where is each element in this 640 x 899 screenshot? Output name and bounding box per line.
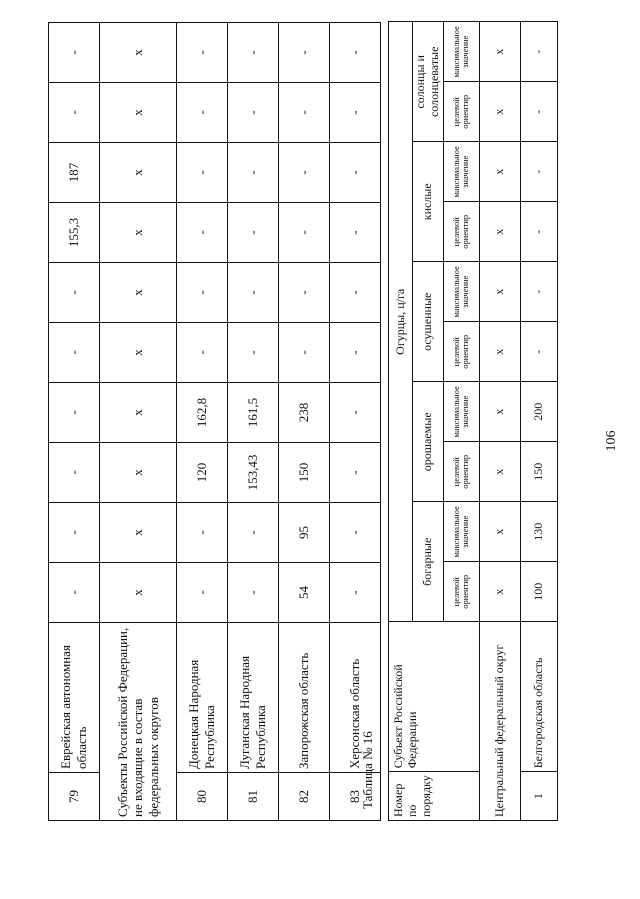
- subject-name-cell: Херсонская область: [330, 623, 381, 773]
- value-cell: -: [228, 23, 279, 83]
- table-row: [479, 22, 520, 821]
- page-number: 106: [604, 430, 619, 452]
- value-cell: -: [279, 23, 330, 83]
- value-cell: 54: [279, 563, 330, 623]
- value-cell: х: [479, 502, 520, 562]
- value-cell: -: [228, 143, 279, 203]
- bottom-table-body: [479, 22, 557, 821]
- subheader-cell: целевой ориентир: [443, 82, 479, 142]
- value-cell: 100: [520, 562, 557, 622]
- table-row: [49, 23, 100, 821]
- value-cell: -: [520, 142, 557, 202]
- value-cell: -: [49, 383, 100, 443]
- value-cell: -: [330, 203, 381, 263]
- value-cell: 150: [520, 442, 557, 502]
- subheader-cell: максимальное значение: [443, 502, 479, 562]
- group-header: богарные: [413, 502, 444, 622]
- value-cell: х: [100, 563, 177, 623]
- value-cell: 162,8: [177, 383, 228, 443]
- row-number-cell: 79: [49, 773, 100, 821]
- value-cell: -: [279, 263, 330, 323]
- value-cell: -: [177, 503, 228, 563]
- value-cell: -: [177, 23, 228, 83]
- value-cell: -: [177, 563, 228, 623]
- value-cell: -: [279, 323, 330, 383]
- value-cell: х: [479, 562, 520, 622]
- value-cell: -: [228, 323, 279, 383]
- bottom-table-head: [389, 22, 480, 821]
- value-cell: -: [279, 143, 330, 203]
- value-cell: 155,3: [49, 203, 100, 263]
- value-cell: х: [479, 82, 520, 142]
- table-caption: Таблица № 16: [360, 731, 375, 809]
- value-cell: -: [177, 263, 228, 323]
- value-cell: х: [100, 23, 177, 83]
- value-cell: -: [49, 503, 100, 563]
- value-cell: -: [49, 23, 100, 83]
- value-cell: -: [520, 322, 557, 382]
- value-cell: -: [330, 503, 381, 563]
- header-crop: Огурцы, ц/га: [389, 22, 413, 622]
- subheader-cell: целевой ориентир: [443, 322, 479, 382]
- subheader-cell: максимальное значение: [443, 142, 479, 202]
- value-cell: х: [100, 443, 177, 503]
- subheader-cell: целевой ориентир: [443, 442, 479, 502]
- value-cell: х: [100, 383, 177, 443]
- header-number: Номер по порядку: [389, 772, 480, 821]
- value-cell: 130: [520, 502, 557, 562]
- value-cell: х: [100, 323, 177, 383]
- value-cell: х: [100, 503, 177, 563]
- value-cell: -: [177, 83, 228, 143]
- row-number-cell: 82: [279, 773, 330, 821]
- value-cell: -: [279, 203, 330, 263]
- subheader-cell: максимальное значение: [443, 382, 479, 442]
- value-cell: 238: [279, 383, 330, 443]
- value-cell: 161,5: [228, 383, 279, 443]
- value-cell: 150: [279, 443, 330, 503]
- value-cell: х: [479, 22, 520, 82]
- value-cell: х: [100, 83, 177, 143]
- value-cell: х: [479, 322, 520, 382]
- table-row: [228, 23, 279, 821]
- table-row: [520, 22, 557, 821]
- value-cell: 187: [49, 143, 100, 203]
- value-cell: 153,43: [228, 443, 279, 503]
- subheader-cell: максимальное значение: [443, 22, 479, 82]
- value-cell: х: [479, 442, 520, 502]
- value-cell: -: [177, 143, 228, 203]
- row-number-cell: 83: [330, 773, 381, 821]
- value-cell: -: [228, 503, 279, 563]
- subheader-cell: максимальное значение: [443, 262, 479, 322]
- subject-name-cell: Луганская Народная Республика: [228, 623, 279, 773]
- header-subject: Субъект Российской Федерации: [389, 622, 480, 772]
- value-cell: -: [330, 563, 381, 623]
- top-table-body: [49, 23, 381, 821]
- value-cell: -: [49, 443, 100, 503]
- subject-name-cell: Запорожская область: [279, 623, 330, 773]
- bottom-table: [388, 21, 558, 821]
- value-cell: -: [520, 262, 557, 322]
- value-cell: -: [330, 83, 381, 143]
- value-cell: х: [100, 203, 177, 263]
- table-row: [279, 23, 330, 821]
- value-cell: х: [479, 382, 520, 442]
- row-number-cell: 80: [177, 773, 228, 821]
- value-cell: -: [49, 263, 100, 323]
- value-cell: х: [100, 263, 177, 323]
- subject-name-cell: Еврейская автономная область: [49, 623, 100, 773]
- group-header: осушенные: [413, 262, 444, 382]
- value-cell: -: [49, 563, 100, 623]
- value-cell: х: [100, 143, 177, 203]
- value-cell: -: [330, 323, 381, 383]
- table-row: [330, 23, 381, 821]
- row-number-cell: 1: [520, 772, 557, 821]
- value-cell: -: [279, 83, 330, 143]
- value-cell: х: [479, 202, 520, 262]
- group-header: орошаемые: [413, 382, 444, 502]
- value-cell: 120: [177, 443, 228, 503]
- value-cell: 95: [279, 503, 330, 563]
- top-table: [48, 22, 381, 821]
- value-cell: -: [177, 323, 228, 383]
- value-cell: -: [177, 203, 228, 263]
- value-cell: х: [479, 142, 520, 202]
- value-cell: 200: [520, 382, 557, 442]
- value-cell: -: [520, 202, 557, 262]
- group-header: кислые: [413, 142, 444, 262]
- row-number-cell: 81: [228, 773, 279, 821]
- value-cell: -: [330, 143, 381, 203]
- value-cell: -: [330, 383, 381, 443]
- subheader-cell: целевой ориентир: [443, 562, 479, 622]
- value-cell: -: [330, 443, 381, 503]
- value-cell: -: [49, 323, 100, 383]
- subject-name-cell: Донецкая Народная Республика: [177, 623, 228, 773]
- table-row: [177, 23, 228, 821]
- value-cell: х: [479, 262, 520, 322]
- value-cell: -: [520, 82, 557, 142]
- subject-name-cell: Белгородская область: [520, 622, 557, 772]
- subject-name-cell: Субъекты Российской Федерации, не входящие в состав федеральных округов: [100, 623, 177, 821]
- subject-name-cell: Центральный федеральный округ: [479, 622, 520, 821]
- value-cell: -: [49, 83, 100, 143]
- value-cell: -: [330, 23, 381, 83]
- value-cell: -: [520, 22, 557, 82]
- table-row: [100, 23, 177, 821]
- subheader-cell: целевой ориентир: [443, 202, 479, 262]
- value-cell: -: [228, 563, 279, 623]
- value-cell: -: [228, 83, 279, 143]
- value-cell: -: [228, 203, 279, 263]
- value-cell: -: [330, 263, 381, 323]
- group-header: солонцы и солонцеватые: [413, 22, 444, 142]
- value-cell: -: [228, 263, 279, 323]
